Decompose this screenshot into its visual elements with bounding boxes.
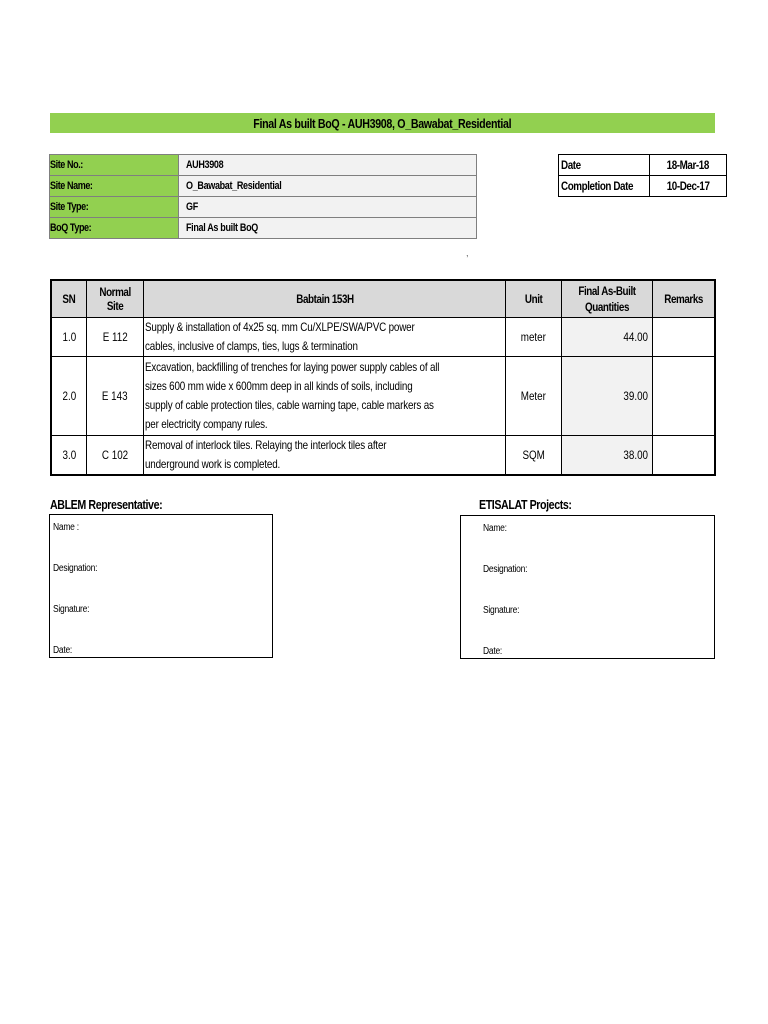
etisalat-designation-label xyxy=(483,564,535,575)
row-code xyxy=(86,357,143,436)
dates-table xyxy=(558,154,727,197)
ablem-signature-label xyxy=(53,604,96,615)
row-description xyxy=(144,318,506,357)
completion-date-label: Completion Date xyxy=(561,179,634,193)
row-unit xyxy=(506,436,562,476)
row-remarks xyxy=(652,357,715,436)
site-info-label xyxy=(50,155,179,176)
site-info-table xyxy=(49,154,477,239)
etisalat-title-text: ETISALAT Projects: xyxy=(479,497,572,512)
etisalat-projects-title xyxy=(479,497,592,512)
site-info-row xyxy=(50,176,477,197)
site-name-value: O_Bawabat_Residential xyxy=(186,180,282,192)
completion-date-row xyxy=(559,176,727,197)
date-label-cell xyxy=(559,155,650,176)
site-type-value: GF xyxy=(186,201,198,213)
title-text: Final As built BoQ - AUH3908, O_Bawabat_Residential xyxy=(253,115,512,131)
ablem-designation-label xyxy=(53,563,105,574)
ablem-signature-box xyxy=(49,514,273,658)
date-row xyxy=(559,155,727,176)
site-info-row xyxy=(50,197,477,218)
site-type-label: Site Type: xyxy=(50,201,89,213)
boq-table xyxy=(50,279,716,476)
ablem-date-text: Date: xyxy=(53,645,73,656)
table-row xyxy=(51,318,715,357)
header-quantities-text: Final As-Built Quantities xyxy=(578,284,636,314)
site-info-row xyxy=(50,155,477,176)
ablem-title-text: ABLEM Representative: xyxy=(50,497,163,512)
boq-type-value: Final As built BoQ xyxy=(186,222,258,234)
unit-text: Meter xyxy=(520,389,546,403)
row-unit xyxy=(506,357,562,436)
table-row xyxy=(51,436,715,476)
row-code xyxy=(86,318,143,357)
header-normal-site-text: Normal Site xyxy=(99,285,131,313)
code-text: C 102 xyxy=(101,448,129,462)
site-info-value xyxy=(179,197,477,218)
date-value: 18-Mar-18 xyxy=(666,158,709,172)
site-info-value xyxy=(179,218,477,239)
etisalat-designation-text: Designation: xyxy=(483,564,528,575)
header-remarks-text: Remarks xyxy=(664,292,703,306)
unit-text: SQM xyxy=(522,448,545,462)
site-no-label: Site No.: xyxy=(50,159,83,171)
etisalat-signature-text: Signature: xyxy=(483,605,520,616)
ablem-name-text: Name : xyxy=(53,522,79,533)
etisalat-date-text: Date: xyxy=(483,646,503,657)
header-sn xyxy=(51,280,86,318)
row-qty xyxy=(561,318,652,357)
header-quantities xyxy=(561,280,652,318)
row-description xyxy=(144,357,506,436)
qty-text: 44.00 xyxy=(623,330,648,344)
description-text: Removal of interlock tiles. Relaying the interlock tiles after underground work is completed. xyxy=(145,438,387,471)
row-description xyxy=(144,436,506,476)
ablem-date-label xyxy=(53,645,75,656)
row-unit xyxy=(506,318,562,357)
completion-date-label-cell xyxy=(559,176,650,197)
code-text: E 143 xyxy=(102,389,128,403)
etisalat-name-label xyxy=(483,523,511,534)
unit-text: meter xyxy=(520,330,546,344)
site-info-label xyxy=(50,197,179,218)
description-text: Supply & installation of 4x25 sq. mm Cu/XLPE/SWA/PVC power cables, inclusive of clamps, ties, lugs & termination xyxy=(145,320,415,353)
header-description-text: Babtain 153H xyxy=(296,291,354,306)
row-qty xyxy=(561,357,652,436)
site-info-label xyxy=(50,176,179,197)
completion-date-value-cell xyxy=(649,176,726,197)
site-info-value xyxy=(179,155,477,176)
completion-date-value: 10-Dec-17 xyxy=(666,179,710,193)
header-unit xyxy=(506,280,562,318)
ablem-name-label xyxy=(53,522,83,533)
boq-type-label: BoQ Type: xyxy=(50,222,92,234)
header-remarks xyxy=(652,280,715,318)
qty-text: 39.00 xyxy=(623,389,648,403)
row-sn xyxy=(51,318,86,357)
sn-text: 1.0 xyxy=(62,330,76,344)
date-value-cell xyxy=(649,155,726,176)
description-text: Excavation, backfilling of trenches for laying power supply cables of all sizes 600 mm wide x 600mm deep in all kinds of soils, including supply of cable protection tiles, cable warning tape, cable markers as per electricity company rules. xyxy=(145,360,440,431)
row-qty xyxy=(561,436,652,476)
sn-text: 3.0 xyxy=(62,448,76,462)
site-name-label: Site Name: xyxy=(50,180,93,192)
header-description xyxy=(144,280,506,318)
row-code xyxy=(86,436,143,476)
ablem-representative-title xyxy=(50,497,187,512)
etisalat-signature-box xyxy=(460,515,715,659)
boq-header-row xyxy=(51,280,715,318)
site-info-label xyxy=(50,218,179,239)
site-info-row xyxy=(50,218,477,239)
table-row xyxy=(51,357,715,436)
ablem-signature-text: Signature: xyxy=(53,604,90,615)
code-text: E 112 xyxy=(102,330,128,344)
ablem-designation-text: Designation: xyxy=(53,563,98,574)
site-no-value: AUH3908 xyxy=(186,159,224,171)
qty-text: 38.00 xyxy=(623,448,648,462)
date-label: Date xyxy=(561,158,581,172)
etisalat-name-text: Name: xyxy=(483,523,507,534)
row-sn xyxy=(51,357,86,436)
row-remarks xyxy=(652,318,715,357)
page-title xyxy=(50,113,715,133)
row-sn xyxy=(51,436,86,476)
header-normal-site xyxy=(86,280,143,318)
header-unit-text: Unit xyxy=(524,292,543,306)
site-info-value xyxy=(179,176,477,197)
sn-text: 2.0 xyxy=(62,389,76,403)
etisalat-date-label xyxy=(483,646,505,657)
stray-mark: , xyxy=(466,248,469,258)
header-sn-text: SN xyxy=(62,292,76,306)
row-remarks xyxy=(652,436,715,476)
etisalat-signature-label xyxy=(483,605,526,616)
